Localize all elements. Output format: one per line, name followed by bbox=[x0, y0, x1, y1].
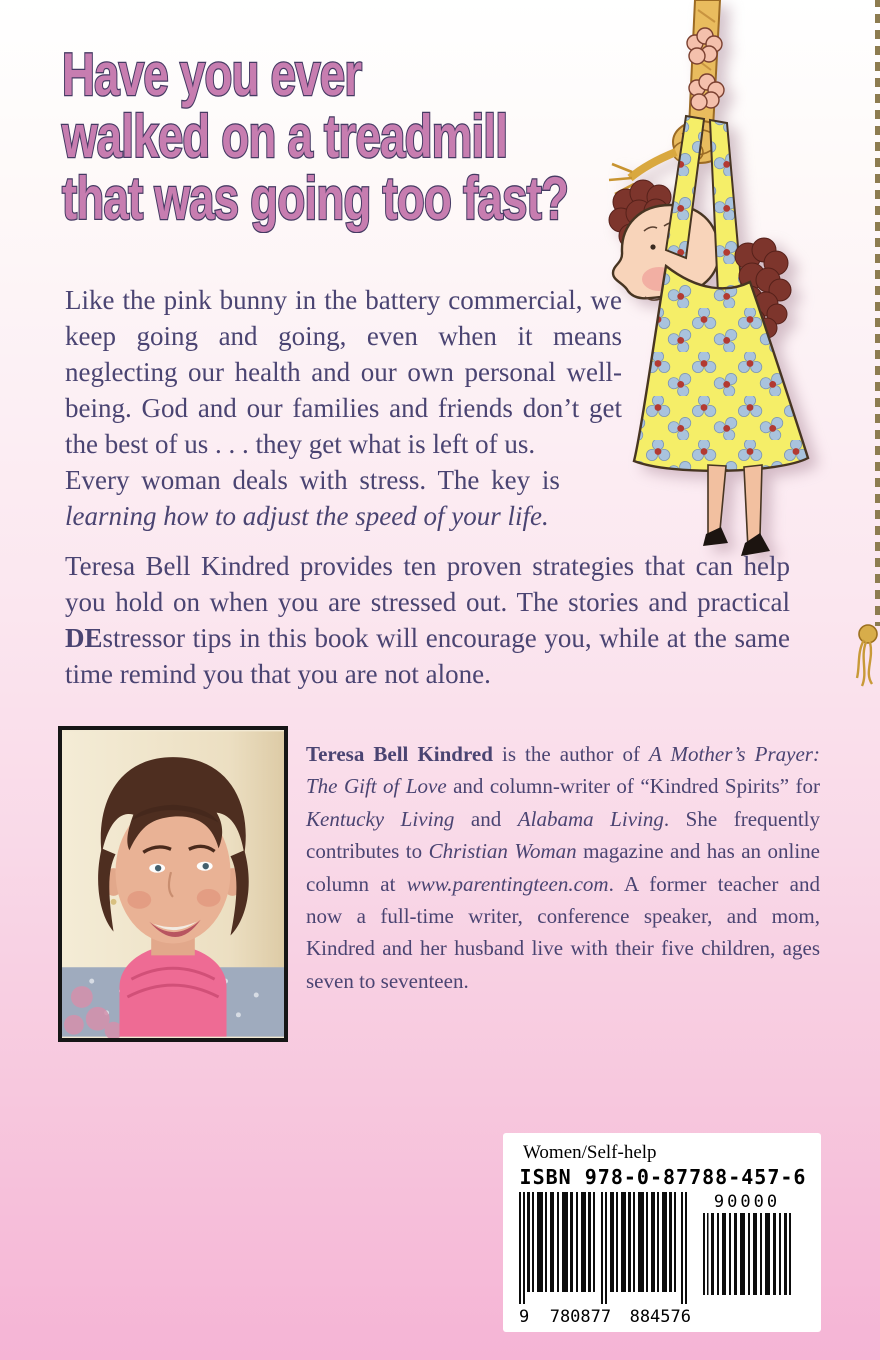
author-photo bbox=[58, 726, 288, 1042]
price-code: 90000 bbox=[713, 1192, 781, 1212]
stress-paragraph-line-2-italic: learning how to adjust the speed of your life. bbox=[65, 501, 549, 531]
stress-paragraph bbox=[65, 462, 665, 534]
author-portrait-image bbox=[62, 730, 284, 1038]
shoe-left bbox=[703, 527, 728, 546]
stitched-rope-border bbox=[875, 0, 880, 626]
rope-tassel bbox=[854, 620, 880, 704]
ean-digit-group-1: 780877 bbox=[549, 1307, 612, 1327]
intro-paragraph: Like the pink bunny in the battery commercial, we keep going and going, even when it means neglecting our health and our own personal well-being. God and our families and friends don’t get the best of us . . . they get what is left of us. bbox=[65, 285, 622, 459]
addon-barcode-bars bbox=[703, 1213, 791, 1295]
price-addon-barcode bbox=[703, 1192, 791, 1327]
category-label: Women/Self-help bbox=[523, 1142, 657, 1163]
headline-line-3: that was going too fast? bbox=[62, 165, 569, 232]
headline-line-1: Have you ever bbox=[62, 41, 362, 108]
author-section bbox=[58, 726, 820, 1042]
ean-digit-lead: 9 bbox=[519, 1307, 530, 1327]
isbn-label: ISBN 978-0-87788-457-6 bbox=[519, 1165, 807, 1189]
barcode-panel bbox=[503, 1133, 821, 1332]
ean-digit-group-2: 884576 bbox=[629, 1307, 691, 1327]
strategies-paragraph: Teresa Bell Kindred provides ten proven strategies that can help you hold on when you are stressed out. The stories and practical DEstressor tips in this book will encourage you, while at the same time remind you that you are not alone. bbox=[65, 551, 790, 689]
headline-line-2: walked on a treadmill bbox=[62, 103, 508, 170]
stress-paragraph-line-1: Every woman deals with stress. The key is bbox=[65, 465, 560, 495]
ean-barcode bbox=[519, 1192, 691, 1327]
rope-knot bbox=[609, 121, 727, 199]
author-bio: Teresa Bell Kindred is the author of A Mother’s Prayer: The Gift of Love and column-writer of “Kindred Spirits” for Kentucky Living and Alabama Living. She frequently contributes to Christian Woman magazine and has an online column at www.parentingteen.com. A former teacher and now a full-time writer, conference speaker, and mom, Kindred and her husband live with their five children, ages seven to seventeen. bbox=[306, 742, 821, 993]
ean-digits bbox=[519, 1307, 691, 1327]
ean-barcode-bars bbox=[519, 1192, 691, 1304]
